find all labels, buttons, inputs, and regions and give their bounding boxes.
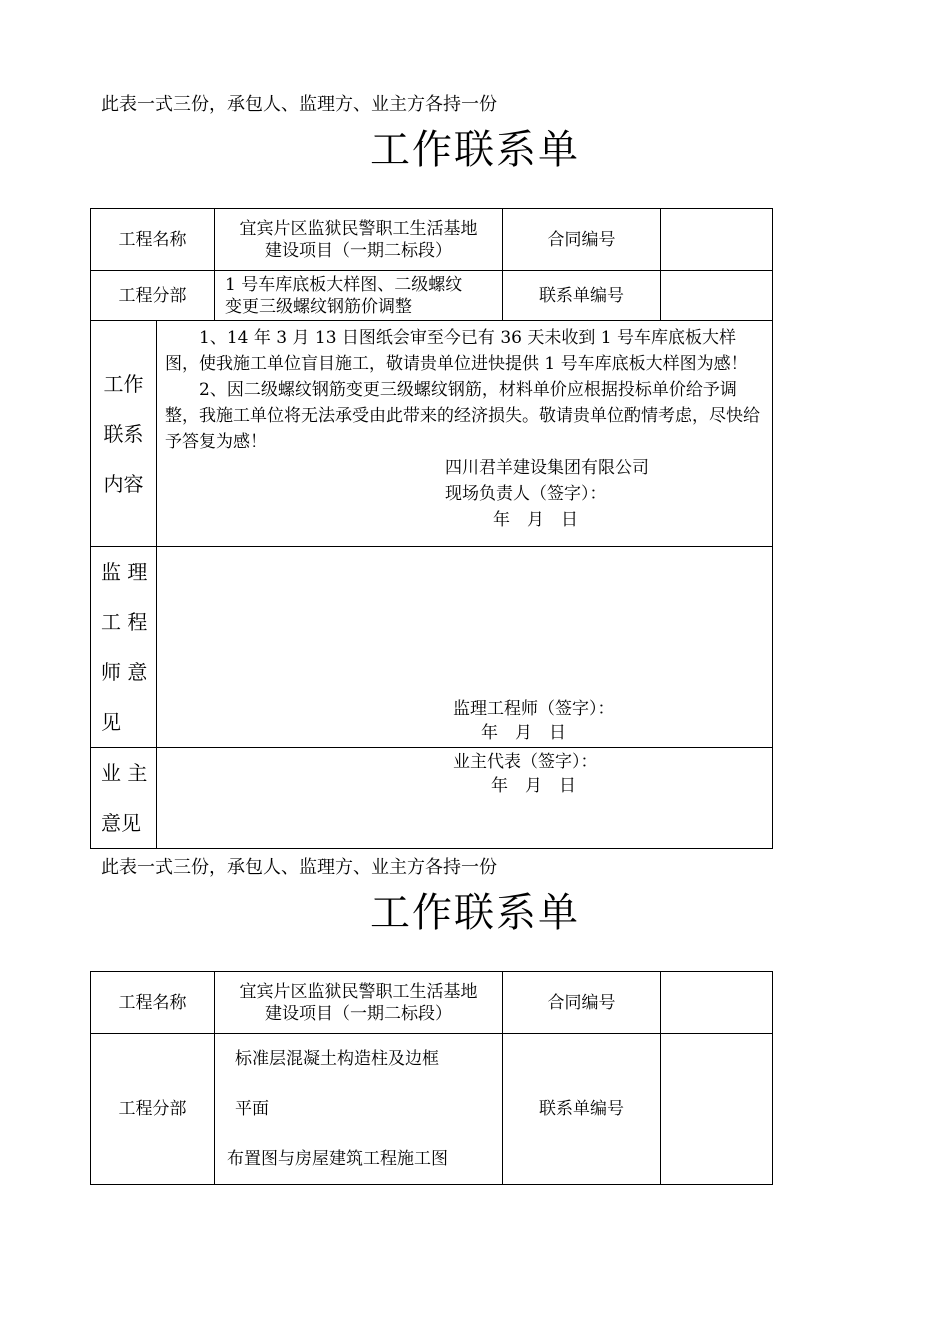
owner-signature: 业主代表（签字）： xyxy=(453,752,598,772)
content-label-line: 联系 xyxy=(103,421,144,446)
subproject-line: 1 号车库底板大样图、二级螺纹 xyxy=(225,274,463,295)
contract-no-field[interactable] xyxy=(661,972,773,1034)
contract-no-label: 合同编号 xyxy=(503,972,661,1034)
subproject-value xyxy=(215,271,503,321)
owner-label-line: 业 主 xyxy=(101,761,148,785)
contact-form-table xyxy=(90,208,773,849)
project-name-line: 宜宾片区监狱民警职工生活基地 xyxy=(239,981,478,1002)
project-name-value xyxy=(215,972,503,1034)
owner-date: 年 月 日 xyxy=(491,776,576,796)
project-name-line: 建设项目（一期二标段） xyxy=(265,240,452,261)
supervisor-signature: 监理工程师（签字）： xyxy=(453,699,615,719)
subproject-label: 工程分部 xyxy=(91,1034,215,1185)
content-label xyxy=(91,321,157,547)
contact-form-table xyxy=(90,971,773,1185)
project-name-line: 建设项目（一期二标段） xyxy=(265,1003,452,1024)
supervisor-opinion-body[interactable] xyxy=(157,547,773,748)
subproject-value xyxy=(215,1034,503,1185)
subproject-line: 变更三级螺纹钢筋价调整 xyxy=(225,296,412,317)
contact-no-label: 联系单编号 xyxy=(503,271,661,321)
project-name-label: 工程名称 xyxy=(91,209,215,271)
content-label-line: 工作 xyxy=(103,371,144,396)
supervisor-label-line: 工 程 xyxy=(101,610,148,634)
project-name-value xyxy=(215,209,503,271)
supervisor-label-line: 师 意 xyxy=(101,660,148,684)
subproject-line: 标准层混凝土构造柱及边框 xyxy=(235,1049,439,1069)
project-name-line: 宜宾片区监狱民警职工生活基地 xyxy=(239,218,478,239)
subproject-line: 平面 xyxy=(235,1099,269,1119)
subproject-line: 布置图与房屋建筑工程施工图 xyxy=(227,1149,448,1169)
distribution-note: 此表一式三份，承包人、监理方、业主方各持一份 xyxy=(101,94,497,115)
supervisor-label-line: 监 理 xyxy=(101,560,148,584)
subproject-label: 工程分部 xyxy=(91,271,215,321)
supervisor-date: 年 月 日 xyxy=(481,723,566,743)
contract-no-label: 合同编号 xyxy=(503,209,661,271)
form-title: 工作联系单 xyxy=(370,890,580,936)
content-body xyxy=(157,321,773,547)
site-manager-signature: 现场负责人（签字）： xyxy=(445,484,607,504)
owner-label xyxy=(91,748,157,849)
contact-no-field[interactable] xyxy=(661,271,773,321)
owner-label-line: 意见 xyxy=(101,811,141,835)
content-date: 年 月 日 xyxy=(493,510,578,530)
owner-opinion-body[interactable] xyxy=(157,748,773,849)
project-name-label: 工程名称 xyxy=(91,972,215,1034)
content-paragraph: 1、14 年 3 月 13 日图纸会审至今已有 36 天未收到 1 号车库底板大样图，使我施工单位盲目施工，敬请贵单位进快提供 1 号车库底板大样图为感！ xyxy=(165,328,748,374)
contact-no-label: 联系单编号 xyxy=(503,1034,661,1185)
content-paragraph: 2、因二级螺纹钢筋变更三级螺纹钢筋，材料单价应根据投标单价给予调整，我施工单位将无法承受由此带来的经济损失。敬请贵单位酌情考虑，尽快给予答复为感！ xyxy=(165,380,760,452)
supervisor-label xyxy=(91,547,157,748)
form-title: 工作联系单 xyxy=(370,127,580,173)
company-name: 四川君羊建设集团有限公司 xyxy=(445,458,649,478)
content-label-line: 内容 xyxy=(103,471,144,496)
contact-no-field[interactable] xyxy=(661,1034,773,1185)
distribution-note: 此表一式三份，承包人、监理方、业主方各持一份 xyxy=(101,857,497,878)
supervisor-label-line: 见 xyxy=(101,710,121,734)
contract-no-field[interactable] xyxy=(661,209,773,271)
